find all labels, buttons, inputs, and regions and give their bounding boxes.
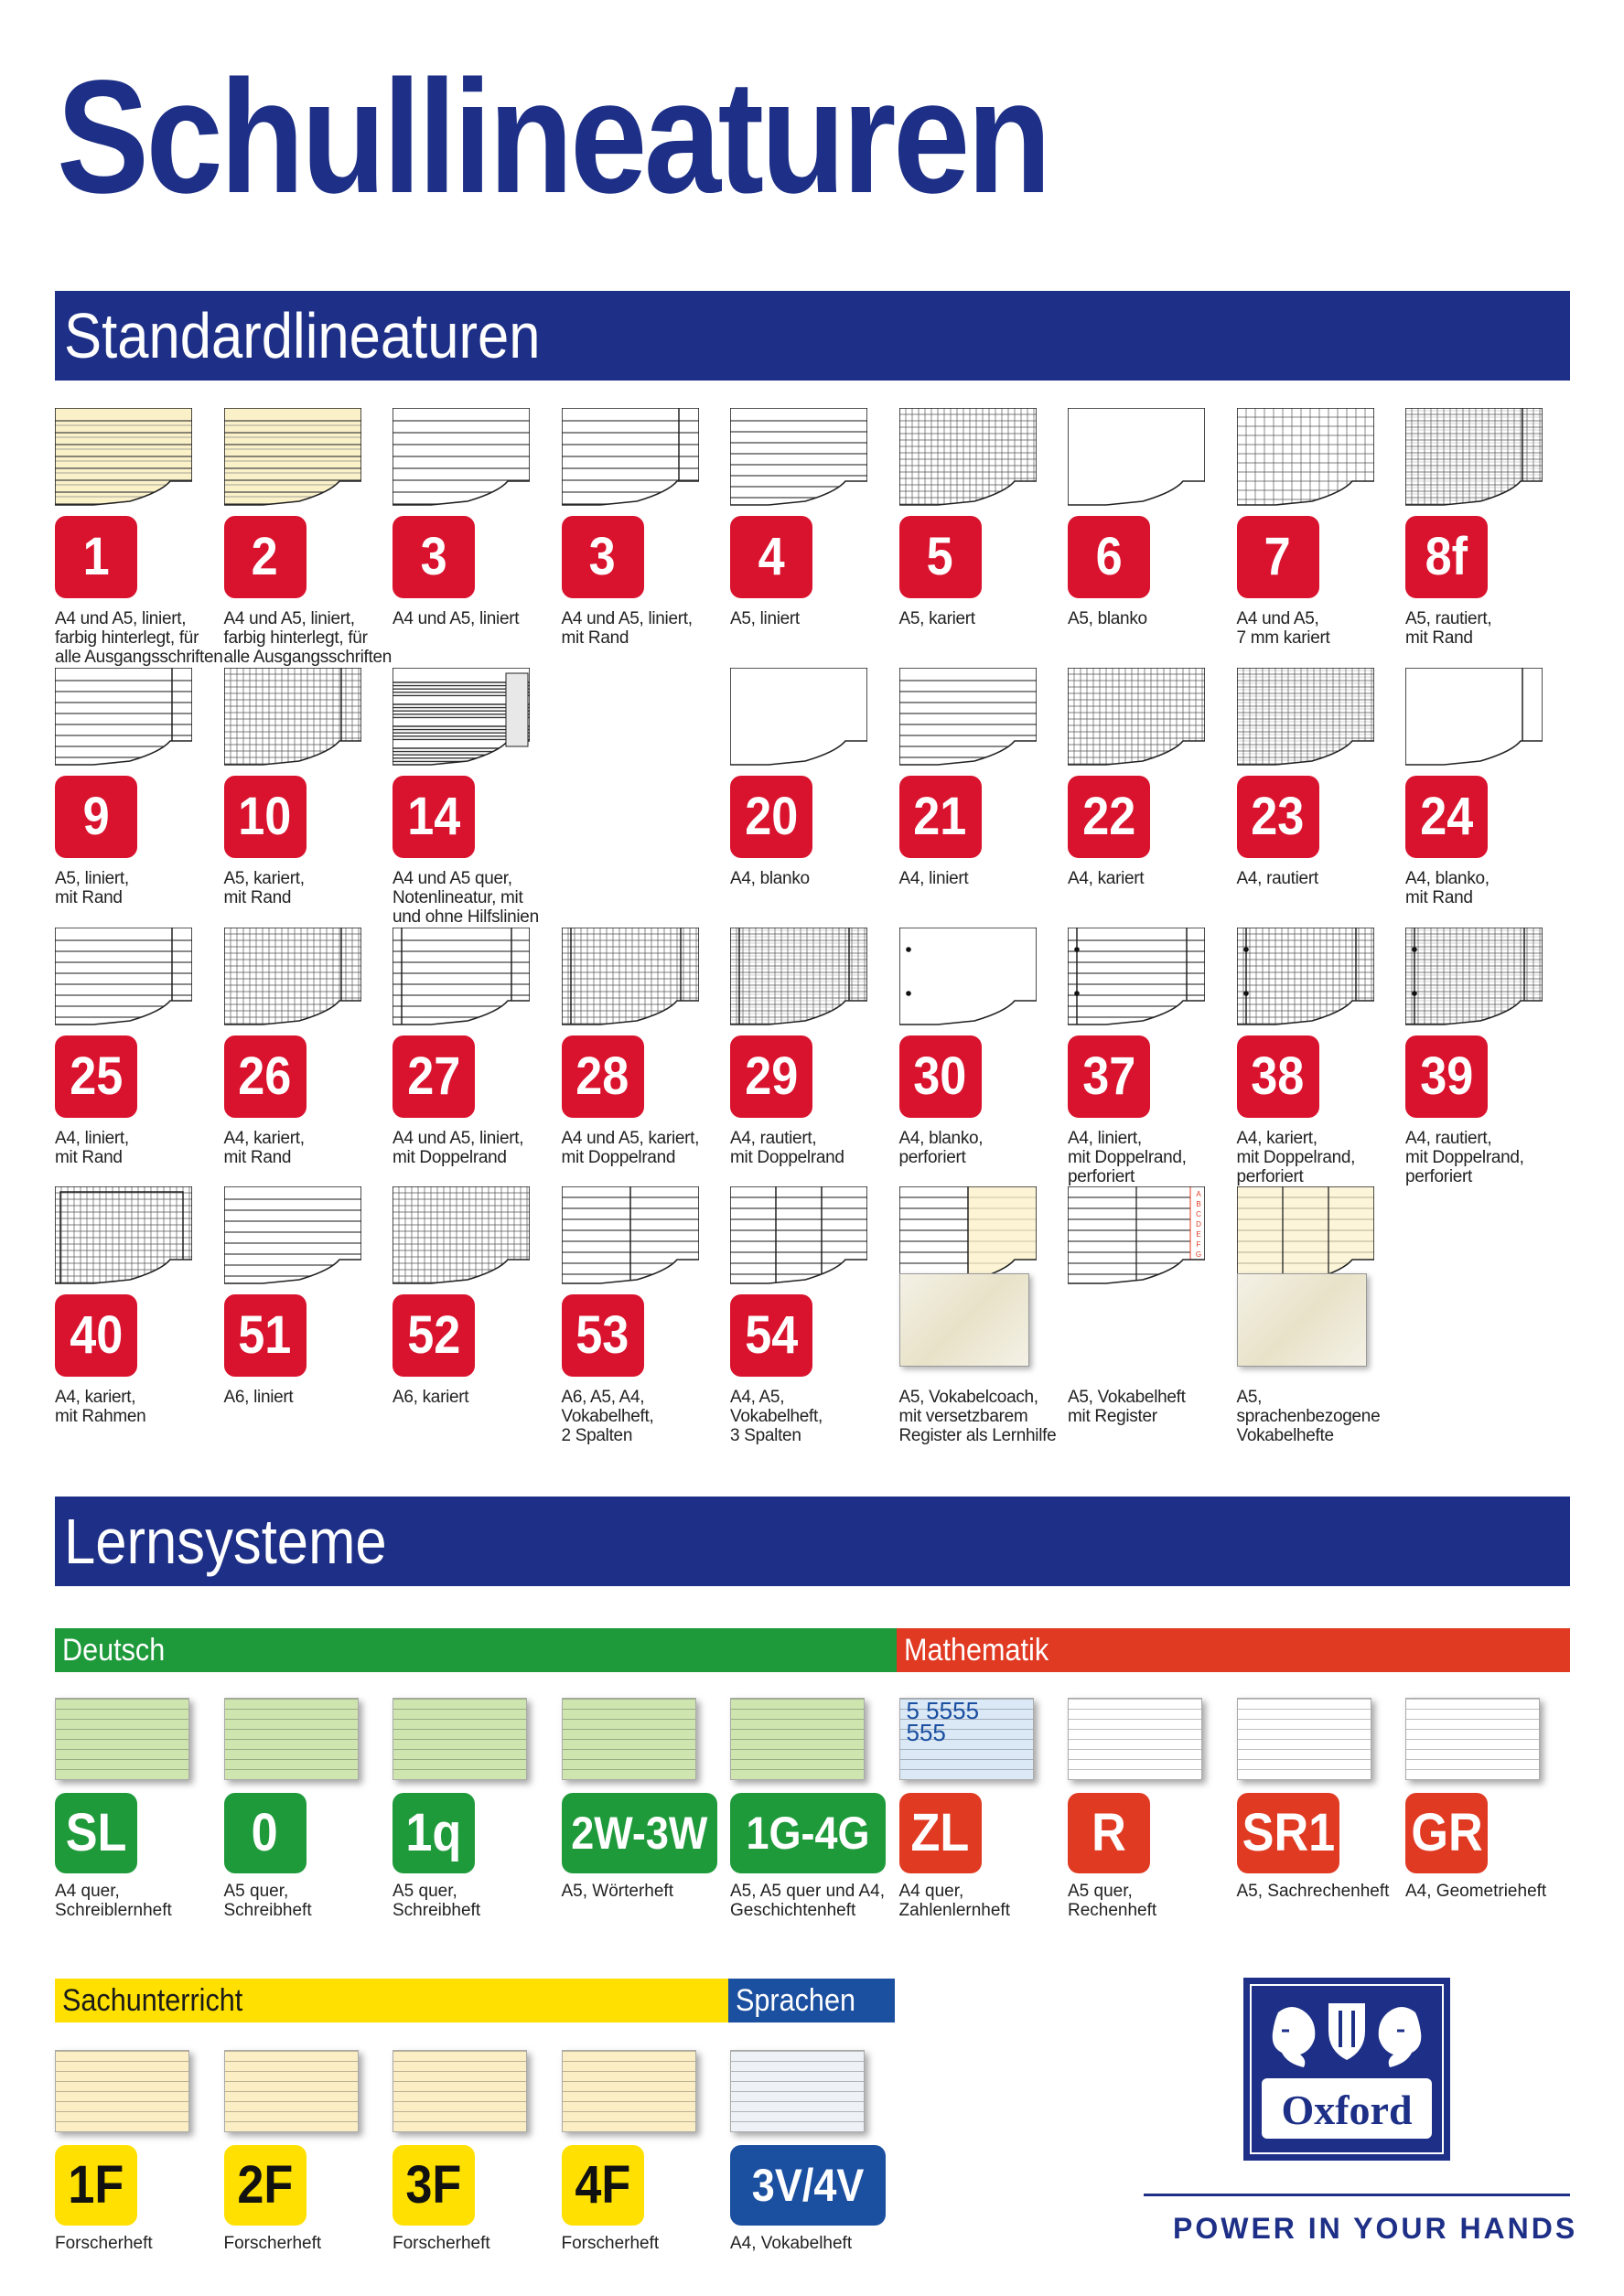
lineature-item xyxy=(393,1186,557,1461)
learning-system-description: A5 quer, Schreibheft xyxy=(393,1882,481,1920)
lineature-thumbnail xyxy=(899,668,1037,778)
lineature-description: A5, Vokabelcoach, mit versetzbarem Register als Lernhilfe xyxy=(898,1388,1057,1445)
lineature-thumbnail xyxy=(1405,408,1543,518)
lineature-description: A5, kariert, mit Rand xyxy=(223,869,305,907)
lineature-thumbnail xyxy=(1237,928,1374,1037)
lineature-thumbnail xyxy=(1237,668,1374,778)
lineature-code: 4 xyxy=(758,527,785,586)
lineature-thumbnail xyxy=(562,408,699,518)
learning-system-code-badge xyxy=(55,2145,137,2226)
category-bar-deutsch: Deutsch xyxy=(55,1628,897,1672)
booklet-thumbnail xyxy=(730,2044,895,2136)
lineature-code-badge xyxy=(1405,776,1488,858)
lineature-description: A5, rautiert, mit Rand xyxy=(1405,609,1492,648)
lineature-thumbnail xyxy=(730,1186,867,1296)
learning-system-code: R xyxy=(1092,1803,1126,1862)
lineature-code-badge xyxy=(562,516,644,598)
learning-system-code: 4F xyxy=(575,2155,630,2215)
lineature-item xyxy=(1237,928,1402,1202)
learning-system-item xyxy=(730,2044,895,2282)
lineature-code: 25 xyxy=(69,1046,124,1106)
booklet-thumbnail xyxy=(224,1692,389,1784)
booklet-thumbnail xyxy=(224,2044,389,2136)
learning-system-description: A4, Geometrieheft xyxy=(1405,1882,1547,1901)
lineature-code: 37 xyxy=(1081,1046,1136,1106)
lineature-description: A4 und A5, liniert, farbig hinterlegt, für alle Ausgangsschriften xyxy=(55,609,223,667)
lineature-code-badge xyxy=(224,776,307,858)
lineature-description: A5, Vokabelheft mit Register xyxy=(1068,1388,1186,1426)
lineature-item xyxy=(55,928,220,1202)
lineature-code-badge xyxy=(1237,516,1319,598)
learning-system-code: 1q xyxy=(405,1803,462,1862)
lineature-thumbnail xyxy=(55,668,192,778)
lineature-description: A4 und A5, liniert, mit Rand xyxy=(561,609,693,648)
lineature-item xyxy=(1405,668,1570,942)
lineature-thumbnail xyxy=(224,928,361,1037)
lineature-item xyxy=(899,668,1064,942)
lineature-description: A4, rautiert, mit Doppelrand xyxy=(730,1129,844,1167)
lineature-code-badge xyxy=(899,516,982,598)
lineature-thumbnail xyxy=(562,928,699,1037)
learning-system-item xyxy=(55,2044,220,2282)
register-letter: E xyxy=(1196,1230,1201,1239)
learning-system-description: Forscherheft xyxy=(561,2234,660,2253)
lineature-item xyxy=(1237,408,1402,682)
lineature-code: 20 xyxy=(744,787,799,846)
lineature-code-badge xyxy=(1405,516,1488,598)
register-letter: G xyxy=(1195,1250,1202,1259)
learning-system-item xyxy=(1068,1692,1232,1930)
lineature-item xyxy=(1237,668,1402,942)
lineature-description: A5, sprachenbezogene Vokabelhefte xyxy=(1236,1388,1381,1445)
lineature-thumbnail xyxy=(393,1186,530,1296)
booklet-thumbnail xyxy=(55,1692,220,1784)
lineature-item xyxy=(224,668,389,942)
lineature-code-badge xyxy=(899,776,982,858)
lineature-description: A4, blanko, perforiert xyxy=(898,1129,984,1167)
lineature-item xyxy=(562,1186,726,1461)
lineature-thumbnail xyxy=(1068,928,1205,1037)
lineature-code-badge xyxy=(730,1035,812,1118)
booklet-thumbnail xyxy=(1068,1692,1232,1784)
lineature-code: 24 xyxy=(1419,787,1474,846)
register-letter: C xyxy=(1196,1210,1201,1218)
lineature-item xyxy=(1405,408,1570,682)
lineature-thumbnail xyxy=(224,668,361,778)
register-letter: B xyxy=(1196,1200,1201,1208)
lineature-code-badge xyxy=(55,1294,137,1377)
svg-text:Oxford: Oxford xyxy=(1281,2087,1413,2133)
booklet-thumbnail xyxy=(562,1692,726,1784)
learning-system-code: 1G-4G xyxy=(746,1808,870,1859)
lineature-description: A4, kariert xyxy=(1068,869,1145,888)
lineature-thumbnail xyxy=(1405,668,1543,778)
learning-system-item xyxy=(224,2044,389,2282)
lineature-description: A5, blanko xyxy=(1068,609,1147,628)
lineature-code-badge xyxy=(730,1294,812,1377)
lineature-description: A4, blanko, mit Rand xyxy=(1405,869,1490,907)
lineature-code-badge xyxy=(224,1294,307,1377)
lineature-thumbnail xyxy=(1405,928,1543,1037)
lineature-item xyxy=(1068,928,1232,1202)
lineature-thumbnail xyxy=(730,928,867,1037)
learning-system-item xyxy=(393,1692,557,1930)
lineature-description: A4 und A5, 7 mm kariert xyxy=(1236,609,1330,648)
lineature-item xyxy=(55,1186,220,1461)
lineature-code: 7 xyxy=(1264,527,1292,586)
booklet-thumbnail xyxy=(393,1692,557,1784)
lineature-code-badge xyxy=(393,1294,475,1377)
lineature-code-badge xyxy=(1068,516,1150,598)
lineature-thumbnail xyxy=(562,1186,699,1296)
learning-system-code-badge xyxy=(1068,1793,1150,1873)
lineature-description: A5, kariert xyxy=(898,609,975,628)
lineature-thumbnail xyxy=(1068,408,1205,518)
lineature-description: A4, liniert, mit Doppelrand, perforiert xyxy=(1068,1129,1187,1186)
lineature-code-badge xyxy=(393,1035,475,1118)
lineature-thumbnail xyxy=(730,668,867,778)
lineature-description: A5, liniert xyxy=(730,609,800,628)
lineature-code: 28 xyxy=(575,1046,629,1106)
lineature-item xyxy=(899,928,1064,1202)
lineature-thumbnail xyxy=(393,668,530,778)
learning-system-code: SR1 xyxy=(1242,1803,1335,1862)
lineature-item xyxy=(224,1186,389,1461)
learning-system-code-badge xyxy=(1237,1793,1339,1873)
learning-system-code: 1F xyxy=(68,2155,124,2215)
lineature-item xyxy=(562,408,726,682)
booklet-thumbnail xyxy=(730,1692,895,1784)
lineature-description: A4, rautiert, mit Doppelrand, perforiert xyxy=(1405,1129,1524,1186)
register-letter: A xyxy=(1196,1190,1201,1198)
learning-system-code: 0 xyxy=(251,1803,279,1862)
lineature-description: A4 und A5, liniert xyxy=(393,609,520,628)
learning-system-description: A4, Vokabelheft xyxy=(730,2234,853,2253)
lineature-description: A5, liniert, mit Rand xyxy=(55,869,129,907)
lineature-thumbnail xyxy=(55,408,192,518)
lineature-code: 26 xyxy=(238,1046,292,1106)
page-title: Schullineaturen xyxy=(57,48,1049,227)
booklet-thumbnail xyxy=(1237,1692,1402,1784)
lineature-code: 54 xyxy=(744,1305,799,1365)
lineature-code: 3 xyxy=(420,527,447,586)
booklet-thumbnail xyxy=(1405,1692,1570,1784)
lineature-description: A4, kariert, mit Rahmen xyxy=(55,1388,146,1426)
lineature-item xyxy=(730,928,895,1202)
lineature-code: 22 xyxy=(1081,787,1136,846)
lineature-item xyxy=(1237,1186,1402,1461)
lineature-code: 9 xyxy=(82,787,110,846)
lineature-code-badge xyxy=(899,1035,982,1118)
lineature-description: A6, kariert xyxy=(393,1388,469,1407)
lineature-thumbnail xyxy=(393,408,530,518)
booklet-thumbnail xyxy=(562,2044,726,2136)
booklet-illustration xyxy=(1237,1273,1367,1367)
learning-system-description: A4 quer, Zahlenlernheft xyxy=(898,1882,1010,1920)
booklet-thumbnail xyxy=(899,1692,1064,1784)
booklet-illustration xyxy=(899,1273,1029,1367)
lineature-code-badge xyxy=(730,776,812,858)
lineature-description: A4, kariert, mit Doppelrand, perforiert xyxy=(1236,1129,1356,1186)
lineature-code-badge xyxy=(1405,1035,1488,1118)
lineature-description: A4 und A5, kariert, mit Doppelrand xyxy=(561,1129,700,1167)
learning-system-code: 2W-3W xyxy=(570,1808,708,1859)
lineature-code: 40 xyxy=(69,1305,124,1365)
lineature-code: 3 xyxy=(588,527,617,586)
lineature-thumbnail xyxy=(393,928,530,1037)
lineature-code: 29 xyxy=(744,1046,799,1106)
section-header-lernsysteme: Lernsysteme xyxy=(55,1497,1570,1586)
learning-system-code-badge xyxy=(393,2145,475,2226)
lineature-description: A4, liniert, mit Rand xyxy=(55,1129,129,1167)
lineature-item xyxy=(1405,928,1570,1202)
lineature-code-badge xyxy=(562,1294,644,1377)
lineature-code: 10 xyxy=(238,787,292,846)
learning-system-code-badge xyxy=(899,1793,982,1873)
lineature-code: 5 xyxy=(926,527,954,586)
learning-system-code: 3V/4V xyxy=(751,2160,865,2211)
lineature-thumbnail xyxy=(55,1186,192,1296)
lineature-thumbnail xyxy=(1237,408,1374,518)
lineature-item xyxy=(1068,1186,1232,1461)
lineature-code: 1 xyxy=(82,527,110,586)
learning-system-description: Forscherheft xyxy=(223,2234,322,2253)
learning-system-item xyxy=(55,1692,220,1930)
lineature-code: 52 xyxy=(406,1305,461,1365)
register-letter: D xyxy=(1196,1220,1201,1228)
learning-system-code: SL xyxy=(65,1803,127,1862)
lineature-item xyxy=(1068,408,1232,682)
lineature-code: 23 xyxy=(1251,787,1305,846)
lineature-description: A4, blanko xyxy=(730,869,810,888)
lineature-code: 8f xyxy=(1425,527,1468,586)
booklet-thumbnail xyxy=(393,2044,557,2136)
lineature-description: A4 und A5 quer, Notenlineatur, mit und ohne Hilfslinien xyxy=(393,869,539,927)
learning-system-code: 2F xyxy=(237,2155,293,2215)
learning-system-code-badge xyxy=(224,2145,307,2226)
lineature-description: A6, A5, A4, Vokabelheft, 2 Spalten xyxy=(561,1388,654,1445)
lineature-item xyxy=(730,1186,895,1461)
lineature-description: A4 und A5, liniert, mit Doppelrand xyxy=(393,1129,524,1167)
lineature-code-badge xyxy=(1237,1035,1319,1118)
oxford-logo xyxy=(1242,1976,1452,2162)
lineature-code: 21 xyxy=(913,787,967,846)
learning-system-code-badge xyxy=(730,2145,886,2226)
lineature-code: 14 xyxy=(406,787,461,846)
lineature-code-badge xyxy=(1068,776,1150,858)
lineature-item xyxy=(393,408,557,682)
learning-system-code: GR xyxy=(1410,1803,1483,1862)
lineature-code-badge xyxy=(55,516,137,598)
lineature-item xyxy=(55,668,220,942)
category-bar-sprachen: Sprachen xyxy=(728,1979,895,2022)
lineature-item xyxy=(393,928,557,1202)
lineature-item xyxy=(224,928,389,1202)
learning-system-description: A5, Sachrechenheft xyxy=(1236,1882,1390,1901)
learning-system-description: A4 quer, Schreiblernheft xyxy=(55,1882,172,1920)
learning-system-item xyxy=(393,2044,557,2282)
learning-system-item xyxy=(899,1692,1064,1930)
lineature-code: 6 xyxy=(1095,527,1123,586)
learning-system-description: Forscherheft xyxy=(393,2234,490,2253)
lineature-code: 39 xyxy=(1419,1046,1474,1106)
lineature-code-badge xyxy=(393,516,475,598)
lineature-thumbnail xyxy=(899,928,1037,1037)
category-bar-sachunterricht: Sachunterricht xyxy=(55,1979,728,2022)
lineature-code: 51 xyxy=(238,1305,292,1365)
lineature-item xyxy=(730,408,895,682)
lineature-description: A4, A5, Vokabelheft, 3 Spalten xyxy=(730,1388,823,1445)
lineature-thumbnail xyxy=(1068,1186,1205,1296)
learning-system-code-badge xyxy=(562,2145,644,2226)
lineature-description: A4, kariert, mit Rand xyxy=(223,1129,305,1167)
lineature-code-badge xyxy=(393,776,475,858)
lineature-item xyxy=(899,1186,1064,1461)
lineature-code: 53 xyxy=(575,1305,629,1365)
learning-system-code-badge xyxy=(224,1793,307,1873)
lineature-thumbnail xyxy=(899,408,1037,518)
learning-system-code-badge xyxy=(730,1793,886,1873)
learning-system-code-badge xyxy=(393,1793,475,1873)
zl-digits: 5 5555 555 xyxy=(906,1697,980,1746)
lineature-description: A4 und A5, liniert, farbig hinterlegt, für alle Ausgangsschriften xyxy=(223,609,393,667)
learning-system-item xyxy=(1237,1692,1402,1930)
lineature-code-badge xyxy=(1237,776,1319,858)
lineature-code-badge xyxy=(224,516,307,598)
lineature-thumbnail xyxy=(224,408,361,518)
booklet-thumbnail xyxy=(55,2044,220,2136)
learning-system-code-badge xyxy=(1405,1793,1488,1873)
learning-system-description: Forscherheft xyxy=(55,2234,153,2253)
learning-system-description: A5 quer, Schreibheft xyxy=(223,1882,312,1920)
lineature-code: 27 xyxy=(406,1046,461,1106)
learning-system-code: ZL xyxy=(910,1803,970,1862)
lineature-item xyxy=(393,668,557,942)
lineature-thumbnail xyxy=(1068,668,1205,778)
lineature-description: A6, liniert xyxy=(223,1388,294,1407)
lineature-code-badge xyxy=(55,1035,137,1118)
lineature-item xyxy=(55,408,223,682)
learning-system-item xyxy=(730,1692,895,1930)
lineature-code-badge xyxy=(562,1035,644,1118)
slogan: POWER IN YOUR HANDS xyxy=(1173,2212,1578,2245)
learning-system-description: A5, Wörterheft xyxy=(561,1882,673,1901)
lineature-code: 30 xyxy=(913,1046,967,1106)
lineature-item xyxy=(899,408,1064,682)
lineature-item xyxy=(1068,668,1232,942)
lineature-description: A4, rautiert xyxy=(1236,869,1318,888)
learning-system-item xyxy=(562,1692,726,1930)
lineature-code-badge xyxy=(730,516,812,598)
section-header-standard: Standardlineaturen xyxy=(55,291,1570,381)
learning-system-code-badge xyxy=(562,1793,717,1873)
lineature-thumbnail xyxy=(224,1186,361,1296)
slogan-divider xyxy=(1144,2194,1570,2196)
lineature-item xyxy=(562,928,726,1202)
learning-system-item xyxy=(1405,1692,1570,1930)
learning-system-description: A5 quer, Rechenheft xyxy=(1068,1882,1157,1920)
lineature-item xyxy=(730,668,895,942)
lineature-code-badge xyxy=(55,776,137,858)
lineature-thumbnail xyxy=(730,408,867,518)
lineature-code: 2 xyxy=(251,527,279,586)
learning-system-code-badge xyxy=(55,1793,137,1873)
learning-system-item xyxy=(224,1692,389,1930)
lineature-code-badge xyxy=(1068,1035,1150,1118)
lineature-item xyxy=(223,408,393,682)
register-letter: F xyxy=(1196,1240,1201,1249)
lineature-code-badge xyxy=(224,1035,307,1118)
lineature-thumbnail xyxy=(55,928,192,1037)
learning-system-code: 3F xyxy=(405,2155,462,2215)
category-bar-mathematik: Mathematik xyxy=(897,1628,1570,1672)
lineature-code: 38 xyxy=(1251,1046,1305,1106)
lineature-description: A4, liniert xyxy=(898,869,969,888)
learning-system-description: A5, A5 quer und A4, Geschichtenheft xyxy=(730,1882,886,1920)
learning-system-item xyxy=(562,2044,726,2282)
